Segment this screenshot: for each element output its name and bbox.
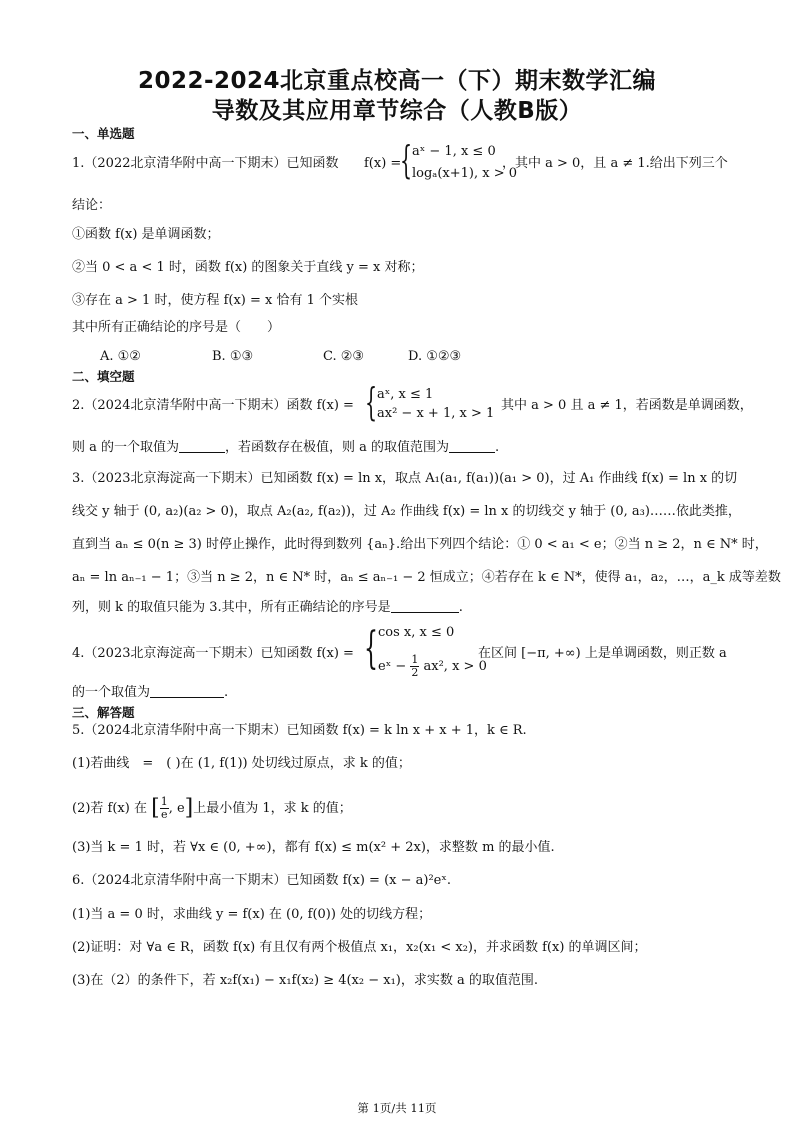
q4-frac-num: 1 xyxy=(411,653,419,666)
q1-option-a[interactable]: A. ①② xyxy=(100,349,141,364)
q2-case-1: aˣ, x ≤ 1 xyxy=(377,387,434,402)
document-title-line1: 2022-2024北京重点校高一（下）期末数学汇编 xyxy=(137,68,657,94)
q5-part-3: (3)当 k = 1 时，若 ∀x ∈ (0, +∞)，都有 f(x) ≤ m(x² + 2x)，求整数 m 的最小值. xyxy=(72,840,555,855)
q2-case-2: ax² − x + 1, x > 1 xyxy=(377,406,495,421)
q4-line-2-end: . xyxy=(224,685,229,700)
q5-stem: 5.（2024北京清华附中高一下期末）已知函数 f(x) = k ln x + x + 1，k ∈ R. xyxy=(72,723,527,738)
q4-line-2 xyxy=(72,683,228,703)
q6-stem: 6.（2024北京清华附中高一下期末）已知函数 f(x) = (x − a)²eˣ. xyxy=(72,873,451,888)
q5-part-2a: (2)若 f(x) 在 xyxy=(72,801,147,816)
q3-line-5-text: 列，则 k 的取值只能为 3.其中，所有正确结论的序号是 xyxy=(72,600,391,615)
q5-part-2c: 上最小值为 1，求 k 的值； xyxy=(193,801,352,816)
q4-fraction xyxy=(410,654,419,679)
q2-line-2b: ，若函数存在极值，则 a 的取值范围为 xyxy=(225,440,450,455)
q4-case-1: cos x, x ≤ 0 xyxy=(378,625,455,640)
q1-prefix: 1.（2022北京清华附中高一下期末）已知函数 xyxy=(72,156,339,171)
q2-line-2 xyxy=(72,438,499,458)
q5-frac-num: 1 xyxy=(160,795,168,808)
q1-suffix: ，其中 a > 0，且 a ≠ 1.给出下列三个 xyxy=(502,156,728,171)
q1-conclusion-3: ③存在 a > 1 时，使方程 f(x) = x 恰有 1 个实根 xyxy=(72,293,359,308)
q1-function-label: f(x) = xyxy=(364,156,402,171)
q4-line-2-text: 的一个取值为 xyxy=(72,685,151,700)
q4-frac-den: 2 xyxy=(411,666,419,679)
section-heading-solutions: 三、解答题 xyxy=(72,705,135,720)
q6-part-2: (2)证明：对 ∀a ∈ R，函数 f(x) 有且仅有两个极值点 x₁，x₂(x₁ < x₂)，并求函数 f(x) 的单调区间； xyxy=(72,940,647,955)
q1-conclusion-1: ①函数 f(x) 是单调函数； xyxy=(72,227,220,242)
q5-part-1: (1)若曲线 = ( )在 (1, f(1)) 处切线过原点，求 k 的值； xyxy=(72,756,411,771)
q2-blank-2[interactable] xyxy=(449,438,495,453)
q2-line-2c: . xyxy=(495,440,500,455)
q3-blank[interactable] xyxy=(391,598,459,613)
q3-line-4: aₙ = ln aₙ₋₁ − 1；③当 n ≥ 2，n ∈ N* 时，aₙ ≤ aₙ₋₁ − 2 恒成立；④若存在 k ∈ N*，使得 a₁，a₂，…，a_k 成等差数 xyxy=(72,570,781,585)
q3-line-2: 线交 y 轴于 (0, a₂)(a₂ > 0)，取点 A₂(a₂, f(a₂))，过 A₂ 作曲线 f(x) = ln x 的切线交 y 轴于 (0, a₃)……依此类推， xyxy=(72,504,741,519)
q1-ask: 其中所有正确结论的序号是（ ） xyxy=(72,320,281,335)
q1-option-d[interactable]: D. ①②③ xyxy=(408,349,462,364)
q4-brace-icon: { xyxy=(364,623,378,674)
q4-suffix: 在区间 [−π, +∞) 上是单调函数，则正数 a xyxy=(478,646,727,661)
q5-bracket-left-icon: [ xyxy=(151,795,160,821)
q5-fraction xyxy=(160,796,169,821)
q4-case-2a: eˣ − xyxy=(378,659,407,674)
q3-line-3: 直到当 aₙ ≤ 0(n ≥ 3) 时停止操作，此时得到数列 {aₙ}.给出下列四个结论：① 0 < a₁ < e；②当 n ≥ 2，n ∈ N* 时， xyxy=(72,537,768,552)
q5-bracket-right-icon: ] xyxy=(184,795,194,821)
q1-option-c[interactable]: C. ②③ xyxy=(323,349,365,364)
q4-case-2b: ax², x > 0 xyxy=(423,659,487,674)
page-footer: 第 1页/共 11页 xyxy=(357,1101,437,1115)
q2-prefix: 2.（2024北京清华附中高一下期末）函数 f(x) = xyxy=(72,398,354,413)
q4-prefix: 4.（2023北京海淀高一下期末）已知函数 f(x) = xyxy=(72,646,354,661)
q3-line-5 xyxy=(72,598,463,618)
q1-brace-icon: { xyxy=(400,138,413,182)
q5-part-2 xyxy=(72,796,352,821)
section-heading-fill-in: 二、填空题 xyxy=(72,369,135,384)
q2-suffix: ，其中 a > 0 且 a ≠ 1，若函数是单调函数， xyxy=(488,398,753,413)
q6-part-1: (1)当 a = 0 时，求曲线 y = f(x) 在 (0, f(0)) 处的切线方程； xyxy=(72,907,432,922)
q1-case-2: logₐ(x+1), x > 0 xyxy=(412,166,517,181)
q4-case-2 xyxy=(378,654,487,679)
section-heading-single-choice: 一、单选题 xyxy=(72,126,135,141)
q2-blank-1[interactable] xyxy=(179,438,225,453)
q1-case-1: aˣ − 1, x ≤ 0 xyxy=(412,144,496,159)
q5-frac-den: e xyxy=(160,808,168,821)
q3-line-5-end: . xyxy=(458,600,463,615)
q1-conclusion-2: ②当 0 < a < 1 时，函数 f(x) 的图象关于直线 y = x 对称； xyxy=(72,260,424,275)
q2-line-2a: 则 a 的一个取值为 xyxy=(72,440,180,455)
q1-continuation: 结论： xyxy=(72,198,112,213)
q6-part-3: (3)在（2）的条件下，若 x₂f(x₁) − x₁f(x₂) ≥ 4(x₂ − x₁)，求实数 a 的取值范围. xyxy=(72,973,539,988)
q1-option-b[interactable]: B. ①③ xyxy=(212,349,254,364)
q4-blank[interactable] xyxy=(150,683,224,698)
q2-brace-icon: { xyxy=(365,380,378,424)
document-title-line2: 导数及其应用章节综合（人教B版） xyxy=(211,98,583,124)
q3-line-1: 3.（2023北京海淀高一下期末）已知函数 f(x) = ln x，取点 A₁(a₁, f(a₁))(a₁ > 0)，过 A₁ 作曲线 f(x) = ln x 的切 xyxy=(72,471,738,486)
q5-part-2b: , e xyxy=(168,801,185,816)
